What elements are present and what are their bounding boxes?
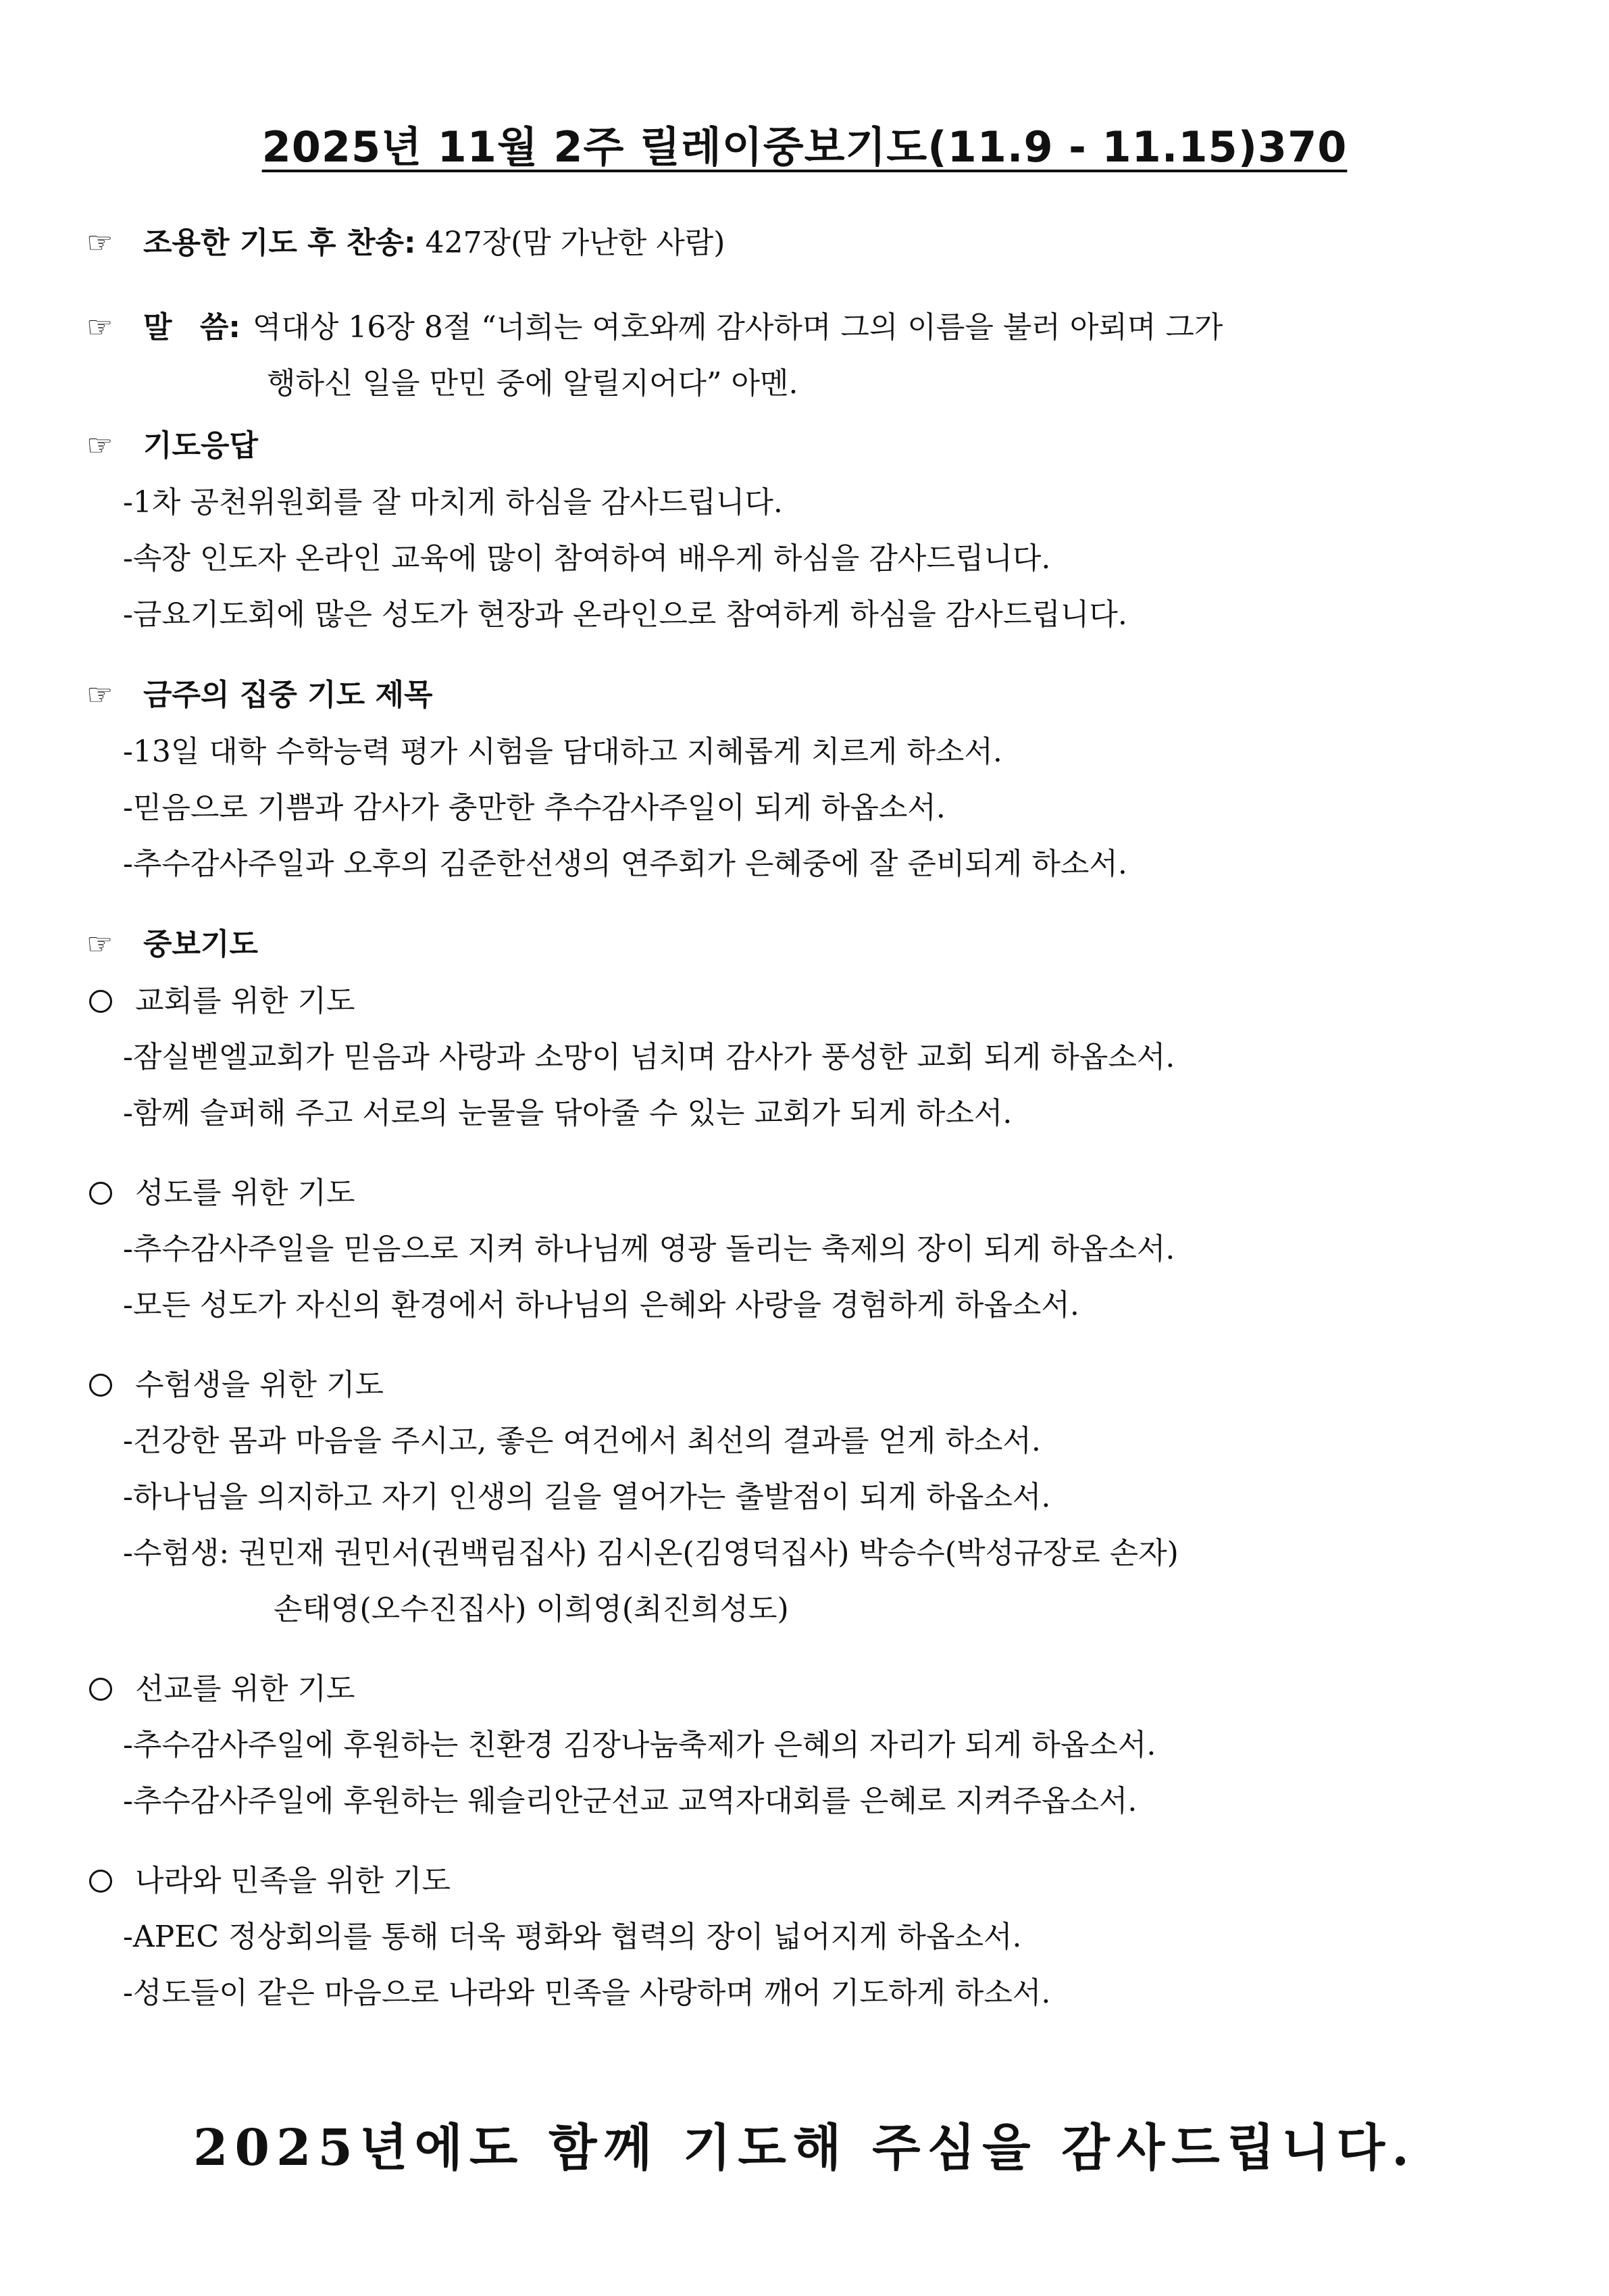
word-label: 말 씀: — [143, 310, 240, 345]
answers-label: 기도응답 — [143, 428, 259, 463]
students-prayer-label: 수험생을 위한 기도 — [135, 1368, 384, 1402]
pointing-hand-icon: ☞ — [86, 927, 113, 962]
pointing-hand-icon: ☞ — [86, 226, 113, 260]
hymn-value: 427장(맘 가난한 사람) — [425, 226, 725, 260]
list-item: -13일 대학 수학능력 평가 시험을 담대하고 지혜롭게 치르게 하소서. — [123, 734, 1002, 769]
students-prayer-heading — [89, 1370, 384, 1400]
list-item: -추수감사주일을 믿음으로 지켜 하나님께 영광 돌리는 축제의 장이 되게 하옵소서. — [123, 1232, 1175, 1266]
nation-prayer-heading — [89, 1866, 451, 1896]
focus-label: 금주의 집중 기도 제목 — [143, 678, 433, 712]
mission-prayer-label: 선교를 위한 기도 — [135, 1672, 355, 1706]
list-item-continuation: 손태영(오수진집사) 이희영(최진희성도) — [274, 1592, 789, 1626]
word-line-2: 행하신 일을 만민 중에 알릴지어다” 아멘. — [267, 366, 798, 401]
list-item: -추수감사주일에 후원하는 웨슬리안군선교 교역자대회를 은혜로 지켜주옵소서. — [123, 1784, 1138, 1818]
list-item: -믿음으로 기쁨과 감사가 충만한 추수감사주일이 되게 하옵소서. — [123, 791, 946, 825]
list-item: -추수감사주일에 후원하는 친환경 김장나눔축제가 은혜의 자리가 되게 하옵소서. — [123, 1728, 1156, 1762]
church-prayer-label: 교회를 위한 기도 — [135, 984, 355, 1018]
hymn-section — [86, 228, 725, 258]
list-item: -수험생: 권민재 권민서(권백림집사) 김시온(김영덕집사) 박승수(박성규장로 손자) — [123, 1536, 1179, 1570]
list-item: -성도들이 같은 마음으로 나라와 민족을 사랑하며 깨어 기도하게 하소서. — [123, 1976, 1051, 2010]
focus-section-heading — [86, 680, 433, 710]
hymn-label: 조용한 기도 후 찬송: — [143, 226, 416, 260]
answers-section-heading — [86, 428, 259, 463]
list-item: -APEC 정상회의를 통해 더욱 평화와 협력의 장이 넓어지게 하옵소서. — [123, 1920, 1022, 1954]
intercession-label: 중보기도 — [143, 927, 259, 962]
list-item: -하나님을 의지하고 자기 인생의 길을 열어가는 출발점이 되게 하옵소서. — [123, 1480, 1051, 1514]
list-item: -함께 슬퍼해 주고 서로의 눈물을 닦아줄 수 있는 교회가 되게 하소서. — [123, 1096, 1013, 1130]
mission-prayer-heading — [89, 1674, 355, 1704]
circle-bullet-icon — [89, 1182, 112, 1205]
word-line-1: 역대상 16장 8절 “너희는 여호와께 감사하며 그의 이름을 불러 아뢰며 그가 — [252, 310, 1223, 345]
saints-prayer-label: 성도를 위한 기도 — [135, 1176, 355, 1210]
pointing-hand-icon: ☞ — [86, 678, 113, 712]
nation-prayer-label: 나라와 민족을 위한 기도 — [135, 1864, 451, 1898]
pointing-hand-icon: ☞ — [86, 310, 113, 345]
intercession-section-heading — [86, 927, 259, 962]
list-item: -모든 성도가 자신의 환경에서 하나님의 은혜와 사랑을 경험하게 하옵소서. — [123, 1288, 1079, 1322]
word-section — [86, 310, 1223, 345]
circle-bullet-icon — [89, 990, 112, 1013]
page-title: 2025년 11월 2주 릴레이중보기도(11.9 - 11.15)370 — [261, 122, 1348, 172]
circle-bullet-icon — [89, 1870, 112, 1893]
list-item: -1차 공천위원회를 잘 마치게 하심을 감사드립니다. — [123, 485, 783, 520]
saints-prayer-heading — [89, 1178, 355, 1208]
church-prayer-heading — [89, 984, 355, 1018]
list-item: -건강한 몸과 마음을 주시고, 좋은 여건에서 최선의 결과를 얻게 하소서. — [123, 1424, 1041, 1458]
closing-message: 2025년에도 함께 기도해 주심을 감사드립니다. — [193, 2119, 1416, 2177]
list-item: -추수감사주일과 오후의 김준한선생의 연주회가 은혜중에 잘 준비되게 하소서. — [123, 847, 1127, 881]
circle-bullet-icon — [89, 1678, 112, 1701]
circle-bullet-icon — [89, 1374, 112, 1397]
list-item: -잠실벧엘교회가 믿음과 사랑과 소망이 넘치며 감사가 풍성한 교회 되게 하옵소서. — [123, 1040, 1175, 1074]
list-item: -속장 인도자 온라인 교육에 많이 참여하여 배우게 하심을 감사드립니다. — [123, 541, 1051, 576]
pointing-hand-icon: ☞ — [86, 428, 113, 463]
list-item: -금요기도회에 많은 성도가 현장과 온라인으로 참여하게 하심을 감사드립니다. — [123, 597, 1127, 632]
